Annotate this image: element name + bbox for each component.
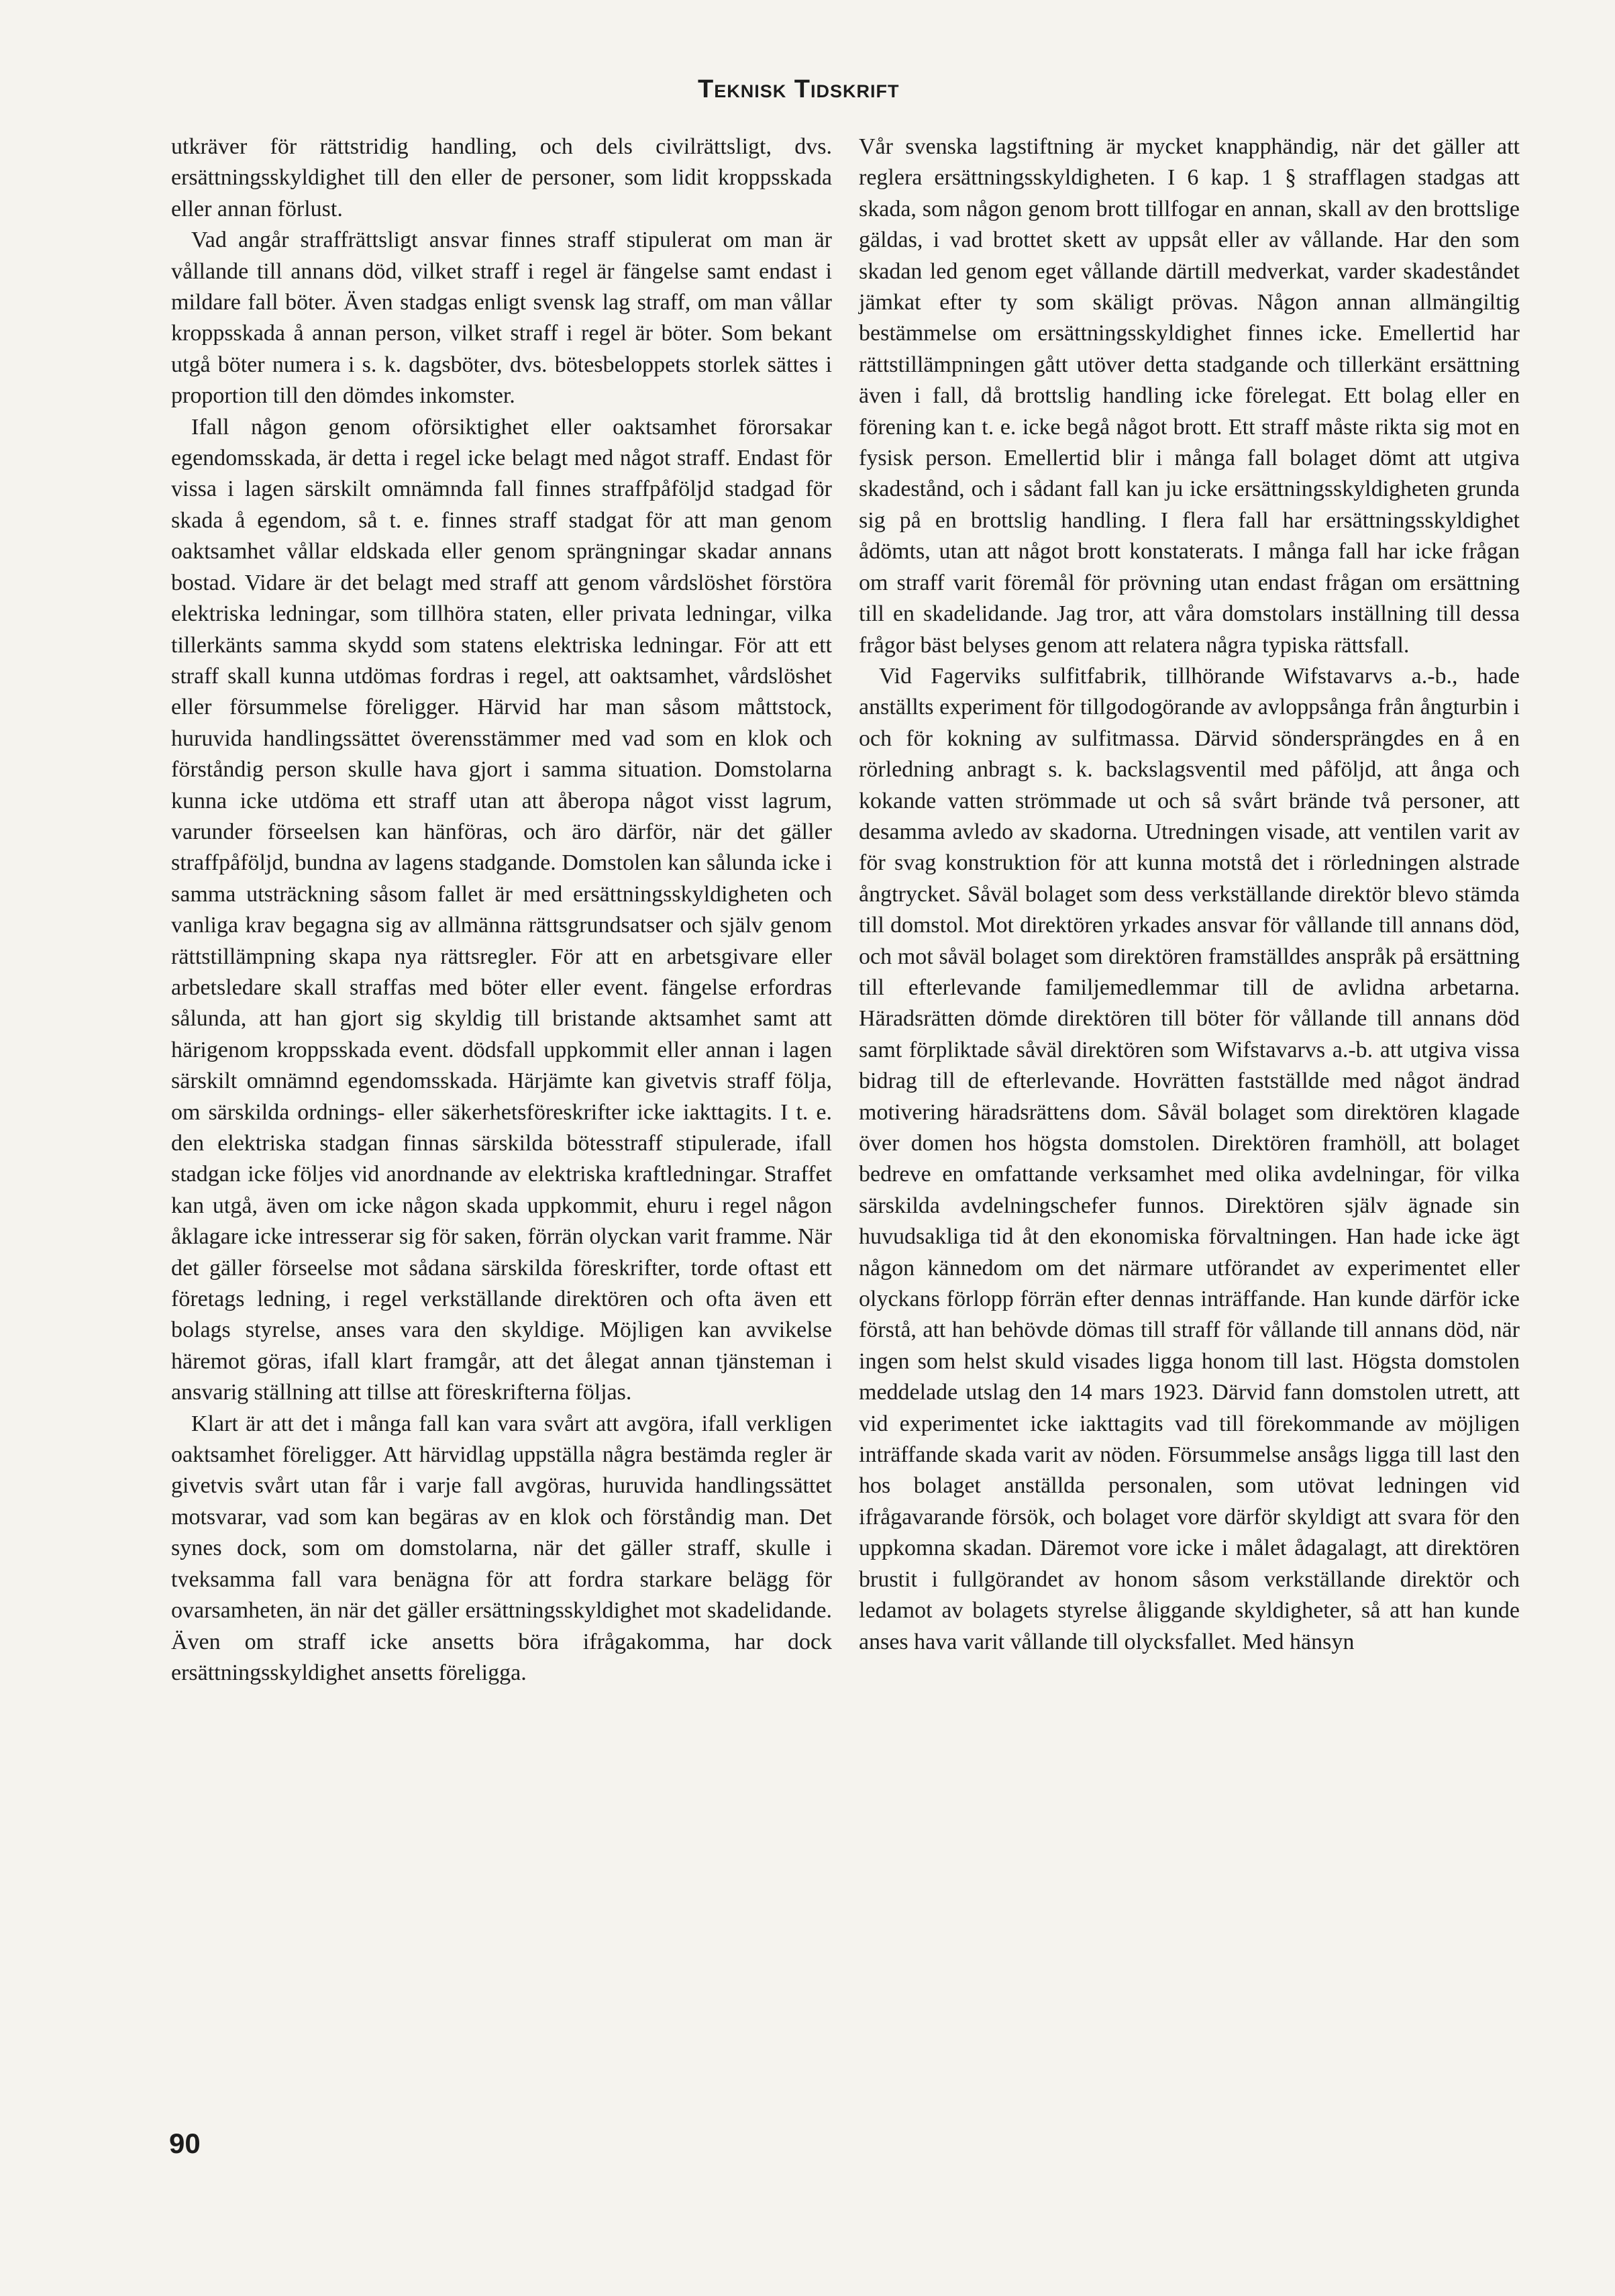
paragraph: Vid Fagerviks sulfitfabrik, tillhörande Wifstavarvs a.-b., hade anställts experiment för tillgodogörande av avloppsånga från ångturbin i och för kokning av sulfitmassa. Därvid söndersprängdes en å en rörledning anbragt s. k. backslagsventil med påföljd, att ånga och kokande vatten strömmade ut och så svårt brände två personer, att desamma avledo av skadorna. Utredningen visade, att ventilen varit av för svag konstruktion för att kunna motstå det i rörledningen alstrade ångtrycket. Såväl bolaget som dess verkställande direktör blevo stämda till domstol. Mot direktören yrkades ansvar för vållande till annans död, och mot såväl bolaget som direktören framställdes anspråk på ersättning till efterlevande familjemedlemmar till de avlidna arbetarna. Häradsrätten dömde direktören till böter för vållande till annans död samt förpliktade såväl direktören som Wifstavarvs a.-b. att utgiva vissa bidrag till de efterlevande. Hovrätten fastställde med något ändrad motivering häradsrättens dom. Såväl bolaget som direktören klagade över domen hos högsta domstolen. Direktören framhöll, att bolaget bedreve en omfattande verksamhet med olika avdelningar, för vilka särskilda avdelningschefer funnos. Direktören själv ägnade sin huvudsakliga tid åt den ekonomiska förvaltningen. Han hade icke ägt någon kännedom om det närmare utförandet av experimentet eller olyckans förlopp förrän efter dennas inträffande. Han kunde därför icke förstå, att han behövde dömas till straff för vållande till annans död, när ingen som helst skuld visades ligga honom till last. Högsta domstolen meddelade utslag den 14 mars 1923. Därvid fann domstolen utrett, att vid experimentet icke iakttagits vad till förekommande av möjligen inträffande skada varit av nöden. Försummelse ansågs ligga till last den hos bolaget anställda personalen, som utövat ledningen vid ifrågavarande försök, och bolaget vore därför skyldigt att svara för den uppkomna skadan. Däremot vore icke i målet ådagalagt, att direktören brustit i fullgörandet av honom såsom verkställande direktör och ledamot av bolagets styrelse åliggande skyldigheter, så att han kunde anses hava varit vållande till olycksfallet. Med hänsyn [859, 663, 1520, 1654]
paragraph: Vår svenska lagstiftning är mycket knapphändig, när det gäller att reglera ersättningsskyldigheten. I 6 kap. 1 § strafflagen stadgas att skada, som någon genom brott tillfogar en annan, skall av den brottslige gäldas, i vad brottet skett av uppsåt eller av vållande. Har den som skadan led genom eget vållande därtill medverkat, varder skadeståndet jämkat efter ty som skäligt prövas. Någon annan allmängiltig bestämmelse om ersättningsskyldighet finnes icke. Emellertid har rättstillämpningen gått utöver detta stadgande och tillerkänt ersättning även i fall, då brottslig handling icke förelegat. Ett bolag eller en förening kan t. e. icke begå något brott. Ett straff måste rikta sig mot en fysisk person. Emellertid blir i många fall bolaget dömt att utgiva skadestånd, och i sådant fall kan ju icke ersättningsskyldigheten grunda sig på en brottslig handling. I flera fall har ersättningsskyldighet ådömts, utan att något brott konstaterats. I många fall har icke frågan om straff varit föremål för prövning utan endast frågan om ersättning till en skadelidande. Jag tror, att våra domstolars inställning till dessa frågor bäst belyses genom att relatera några typiska rättsfall. [859, 134, 1520, 658]
paragraph: Vad angår straffrättsligt ansvar finnes straff stipulerat om man är vållande till annans död, vilket straff i regel är fängelse samt endast i mildare fall böter. Även stadgas enligt svensk lag straff, om man vållar kroppsskada å annan person, vilket straff i regel är böter. Som bekant utgå böter numera i s. k. dagsböter, dvs. bötesbeloppets storlek sättes i proportion till den dömdes inkomster. [171, 228, 832, 409]
paragraph: Klart är att det i många fall kan vara svårt att avgöra, ifall verkligen oaktsamhet föreligger. Att härvidlag uppställa några bestämda regler är givetvis svårt utan får i varje fall avgöras, huruvida handlingssättet motsvarar, vad som kan begäras av en klok och förståndig man. Det synes dock, som om domstolarna, när det gäller straff, skulle i tveksamma fall vara benägna för att fordra starkare belägg för ovarsamheten, än när det gäller ersättningsskyldighet mot skadelidande. Även om straff icke ansetts böra ifrågakomma, har dock ersättningsskyldighet ansetts föreligga. [171, 1411, 832, 1685]
page-number: 90 [169, 2128, 201, 2159]
right-text-column [859, 132, 1520, 1658]
paragraph: utkräver för rättstridig handling, och dels civilrättsligt, dvs. ersättningsskyldighet till den eller de personer, som lidit kroppsskada eller annan förlust. [171, 134, 832, 221]
running-header: Teknisk Tidskrift [698, 75, 900, 103]
paragraph: Ifall någon genom oförsiktighet eller oaktsamhet förorsakar egendomsskada, är detta i regel icke belagt med något straff. Endast för vissa i lagen särskilt omnämnda fall finnes straffpåföljd stadgad för skada å egendom, så t. e. finnes straff stadgat för att man genom oaktsamhet vållar eldskada eller genom sprängningar skadar annans bostad. Vidare är det belagt med straff att genom vårdslöshet förstöra elektriska ledningar, som tillhöra staten, eller privata ledningar, vilka tillerkänts samma skydd som statens elektriska ledningar. För att ett straff skall kunna utdömas fordras i regel, att oaktsamhet, vårdslöshet eller försummelse föreligger. Härvid har man såsom måttstock, huruvida handlingssättet överensstämmer med vad som en klok och förståndig person skulle hava gjort i samma situation. Domstolarna kunna icke utdöma ett straff utan att åberopa något visst lagrum, varunder förseelsen kan hänföras, och äro därför, när det gäller straffpåföljd, bundna av lagens stadgande. Domstolen kan sålunda icke i samma utsträckning såsom fallet är med ersättningsskyldigheten och vanliga krav begagna sig av allmänna rättsgrundsatser och själv genom rättstillämpning skapa nya rättsregler. För att en arbetsgivare eller arbetsledare skall straffas med böter eller event. fängelse erfordras sålunda, att han gjort sig skyldig till bristande aktsamhet samt att härigenom kroppsskada event. dödsfall uppkommit eller annan i lagen särskilt omnämnd egendomsskada. Härjämte kan givetvis straff följa, om särskilda ordnings- eller säkerhetsföreskrifter icke iakttagits. I t. e. den elektriska stadgan finnas särskilda bötesstraff stipulerade, ifall stadgan icke följes vid anordnande av elektriska kraftledningar. Straffet kan utgå, även om icke någon skada uppkommit, ehuru i regel någon åklagare icke intresserar sig för saken, förrän olyckan varit framme. När det gäller förseelse mot sådana särskilda föreskrifter, torde oftast ett företags ledning, i regel verkställande direktören och ofta även ett bolags styrelse, anses vara den skyldige. Möjligen kan avvikelse häremot göras, ifall klart framgår, att det ålegat annan tjänsteman i ansvarig ställning att tillse att föreskrifterna följas. [171, 414, 832, 1405]
left-text-column [171, 132, 832, 1689]
